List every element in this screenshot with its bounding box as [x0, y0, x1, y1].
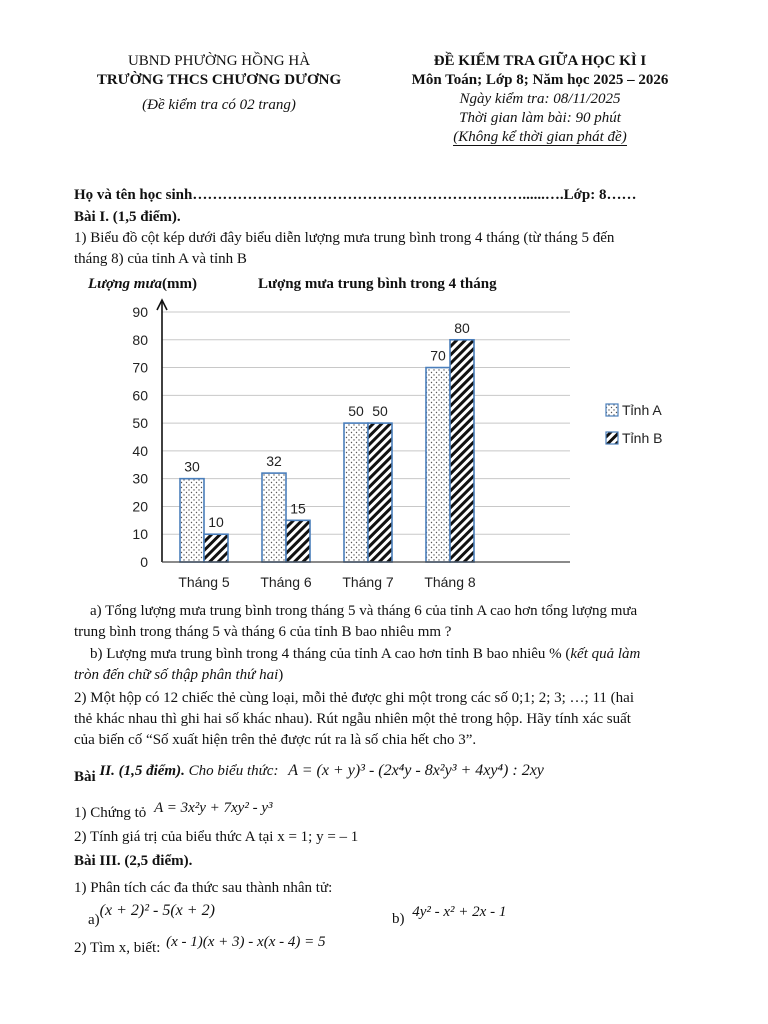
y-tick-label: 50	[132, 415, 148, 432]
bar-tỉnh-a	[344, 423, 368, 562]
chart-x-tick-labels	[178, 574, 476, 590]
section-3-qa-label: a)	[88, 912, 100, 928]
data-label: 15	[290, 500, 306, 517]
section-1-qb-line1	[74, 644, 714, 665]
y-tick-label: 60	[132, 387, 148, 404]
y-tick-label: 10	[132, 526, 148, 543]
section-3-qb-expression: 4y² - x² + 2x - 1	[412, 904, 507, 920]
section-1-q1-line1: 1) Biểu đồ cột kép dưới đây biểu diễn lượng mưa trung bình trong 4 tháng (từ tháng 5 đến	[74, 230, 615, 246]
section-1-qa-line2: trung bình trong tháng 5 và tháng 6 của tỉnh B bao nhiêu mm ?	[74, 624, 452, 640]
x-tick-label: Tháng 5	[178, 574, 230, 590]
header-right	[380, 52, 700, 147]
section-1-qa-line1: a) Tổng lượng mưa trung bình trong tháng 5 và tháng 6 của tỉnh A cao hơn tổng lượng mưa	[90, 603, 638, 619]
school-name: TRƯỜNG THCS CHƯƠNG DƯƠNG	[96, 72, 342, 88]
section-1-qb-text: b) Lượng mưa trung bình trong 4 tháng của tỉnh A cao hơn tỉnh B bao nhiêu % (	[90, 646, 571, 662]
page-count-note: (Đề kiểm tra có 02 trang)	[142, 97, 296, 113]
section-3-qb	[392, 904, 507, 927]
section-1-qb-close: )	[278, 667, 284, 683]
bar-tỉnh-b	[204, 534, 228, 562]
legend-swatch	[606, 432, 618, 444]
section-2-title	[74, 762, 544, 785]
rainfall-chart	[100, 296, 700, 596]
section-1-qb-line2	[74, 665, 714, 686]
x-tick-label: Tháng 8	[424, 574, 476, 590]
section-2-q1-text: 1) Chứng tỏ	[74, 805, 147, 821]
student-info-line: Họ và tên học sinh…………………………………………………………......….Lớp: 8……	[74, 187, 637, 203]
bar-tỉnh-a	[180, 479, 204, 562]
data-label: 50	[372, 403, 388, 420]
section-1-q1-line2: tháng 8) của tỉnh A và tỉnh B	[74, 251, 247, 267]
section-1-q2-line2: thẻ khác nhau thì ghi hai số khác nhau). Rút ngẫu nhiên một thẻ trong hộp. Hãy tính xác suất	[74, 711, 631, 727]
chart-y-tick-labels	[132, 304, 148, 570]
section-1-qb-note-cont: tròn đến chữ số thập phân thứ hai	[74, 667, 279, 683]
y-tick-label: 30	[132, 470, 148, 487]
y-tick-label: 80	[132, 331, 148, 348]
y-tick-label: 40	[132, 442, 148, 459]
section-3-q2-text: 2) Tìm x, biết:	[74, 940, 161, 956]
exam-duration: Thời gian làm bài: 90 phút	[459, 110, 621, 126]
y-tick-label: 90	[132, 304, 148, 320]
time-note-text: (Không kể thời gian phát đề)	[453, 129, 627, 145]
time-note	[380, 128, 700, 147]
bar-tỉnh-b	[450, 340, 474, 562]
section-2-expression: A = (x + y)³ - (2x⁴y - 8x²y³ + 4xy⁴) : 2xy	[288, 762, 544, 779]
section-3-q2	[74, 934, 326, 956]
data-label: 30	[184, 458, 200, 475]
data-label: 70	[430, 347, 446, 364]
chart-ylabel-text: Lượng mưa	[88, 276, 162, 292]
section-3-q2-expression: (x - 1)(x + 3) - x(x - 4) = 5	[166, 934, 326, 950]
legend-label: Tỉnh A	[622, 402, 662, 418]
header-left	[74, 52, 364, 116]
section-1-title: Bài I. (1,5 điểm).	[74, 209, 181, 225]
section-3-title: Bài III. (2,5 điểm).	[74, 853, 193, 869]
data-label: 50	[348, 403, 364, 420]
x-tick-label: Tháng 6	[260, 574, 312, 590]
section-1-qb-note: kết quả làm	[570, 646, 641, 662]
section-2-q2: 2) Tính giá trị của biểu thức A tại x = 1; y = – 1	[74, 829, 359, 845]
subject-line: Môn Toán; Lớp 8; Năm học 2025 – 2026	[411, 72, 669, 88]
y-tick-label: 0	[140, 554, 148, 570]
bar-tỉnh-b	[286, 520, 310, 562]
chart-ylabel-unit: (mm)	[161, 276, 197, 292]
data-label: 80	[454, 319, 470, 336]
x-tick-label: Tháng 7	[342, 574, 394, 590]
ward-name: UBND PHƯỜNG HỒNG HÀ	[127, 53, 311, 69]
section-3-q1: 1) Phân tích các đa thức sau thành nhân tử:	[74, 880, 333, 896]
chart-ylabel	[88, 276, 197, 293]
section-2-intro: Cho biểu thức:	[188, 763, 279, 779]
section-3-qa	[88, 902, 215, 928]
section-2-points: II. (1,5 điểm).	[99, 763, 185, 779]
section-1-q2-line3: của biến cố “Số xuất hiện trên thẻ được rút ra là số chia hết cho 3”.	[74, 732, 477, 748]
bar-tỉnh-a	[262, 473, 286, 562]
exam-date: Ngày kiểm tra: 08/11/2025	[459, 91, 621, 107]
chart-legend	[606, 402, 662, 446]
section-2-q1-expression: A = 3x²y + 7xy² - y³	[154, 800, 273, 816]
section-2-q1	[74, 800, 273, 821]
section-2-label: Bài	[74, 769, 96, 785]
chart-title: Lượng mưa trung bình trong 4 tháng	[258, 276, 497, 292]
section-1-q2-line1: 2) Một hộp có 12 chiếc thẻ cùng loại, mỗi thẻ được ghi một trong các số 0;1; 2; 3; …; 11 (hai	[74, 690, 634, 706]
section-3-qb-label: b)	[392, 911, 405, 927]
legend-label: Tỉnh B	[622, 430, 663, 446]
exam-title: ĐỀ KIỂM TRA GIỮA HỌC KÌ I	[433, 53, 647, 69]
y-tick-label: 70	[132, 359, 148, 376]
legend-swatch	[606, 404, 618, 416]
section-3-qa-expression: (x + 2)² - 5(x + 2)	[99, 902, 215, 919]
y-tick-label: 20	[132, 498, 148, 515]
bar-tỉnh-b	[368, 423, 392, 562]
data-label: 10	[208, 514, 224, 531]
bar-tỉnh-a	[426, 368, 450, 562]
data-label: 32	[266, 453, 282, 470]
